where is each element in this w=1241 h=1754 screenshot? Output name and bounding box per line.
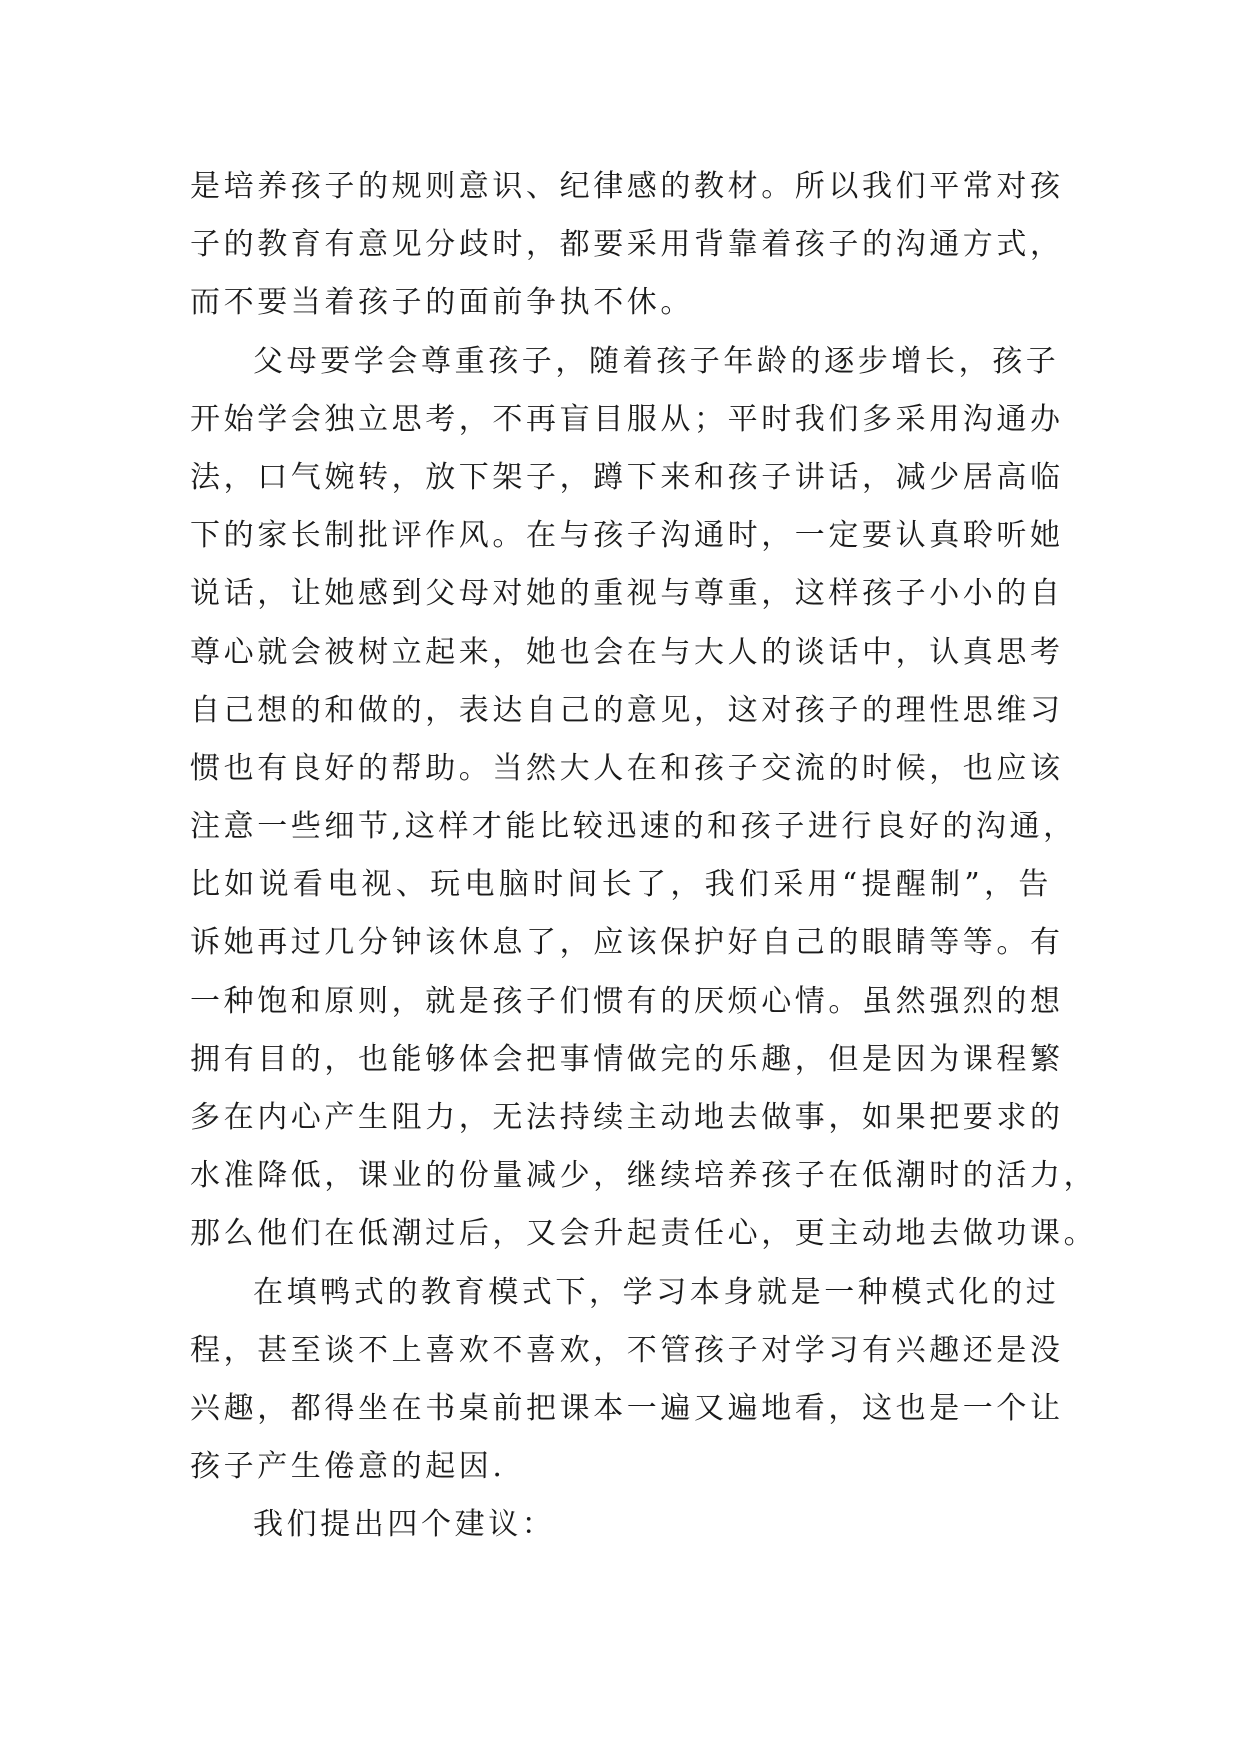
text-line: 程，甚至谈不上喜欢不喜欢，不管孩子对学习有兴趣还是没 [190,1332,1064,1368]
text-line: 孩子产生倦意的起因. [190,1449,506,1485]
text-line: 拥有目的，也能够体会把事情做完的乐趣，但是因为课程繁 [190,1041,1064,1077]
text-line: 自己想的和做的，表达自己的意见，这对孩子的理性思维习 [190,692,1064,728]
text-line: 比如说看电视、玩电脑时间长了，我们采用“提醒制”，告 [190,867,1052,903]
text-line: 一种饱和原则，就是孩子们惯有的厌烦心情。虽然强烈的想 [190,983,1064,1019]
text-line: 开始学会独立思考，不再盲目服从；平时我们多采用沟通办 [190,401,1064,437]
text-line: 尊心就会被树立起来，她也会在与大人的谈话中，认真思考 [190,634,1064,670]
text-line: 法，口气婉转，放下架子，蹲下来和孩子讲话，减少居高临 [190,459,1064,495]
text-line: 父母要学会尊重孩子，随着孩子年龄的逐步增长，孩子 [253,343,1060,379]
text-line: 水准降低，课业的份量减少，继续培养孩子在低潮时的活力， [190,1158,1098,1194]
text-line: 惯也有良好的帮助。当然大人在和孩子交流的时候，也应该 [190,750,1064,786]
text-line: 是培养孩子的规则意识、纪律感的教材。所以我们平常对孩 [190,169,1064,204]
text-line: 在填鸭式的教育模式下，学习本身就是一种模式化的过 [253,1274,1060,1310]
text-line: 子的教育有意见分歧时，都要采用背靠着孩子的沟通方式， [190,227,1064,263]
text-line: 兴趣，都得坐在书桌前把课本一遍又遍地看，这也是一个让 [190,1390,1064,1426]
text-line: 那么他们在低潮过后，又会升起责任心，更主动地去做功课。 [190,1216,1098,1252]
text-line: 多在内心产生阻力，无法持续主动地去做事，如果把要求的 [190,1100,1064,1135]
text-line: 诉她再过几分钟该休息了，应该保护好自己的眼睛等等。有 [190,925,1064,961]
text-line: 我们提出四个建议： [253,1507,556,1543]
document-body [190,158,1098,1555]
text-line: 注意一些细节,这样才能比较迅速的和孩子进行良好的沟通， [190,809,1077,845]
text-line: 说话，让她感到父母对她的重视与尊重，这样孩子小小的自 [190,576,1064,612]
paragraph-3 [190,1264,1064,1497]
text-line: 而不要当着孩子的面前争执不休。 [190,285,694,321]
text-line: 下的家长制批评作风。在与孩子沟通时，一定要认真聆听她 [190,518,1064,554]
paragraph-2 [190,333,1098,1264]
paragraph-4 [190,1496,1052,1554]
paragraph-1 [190,158,1064,333]
